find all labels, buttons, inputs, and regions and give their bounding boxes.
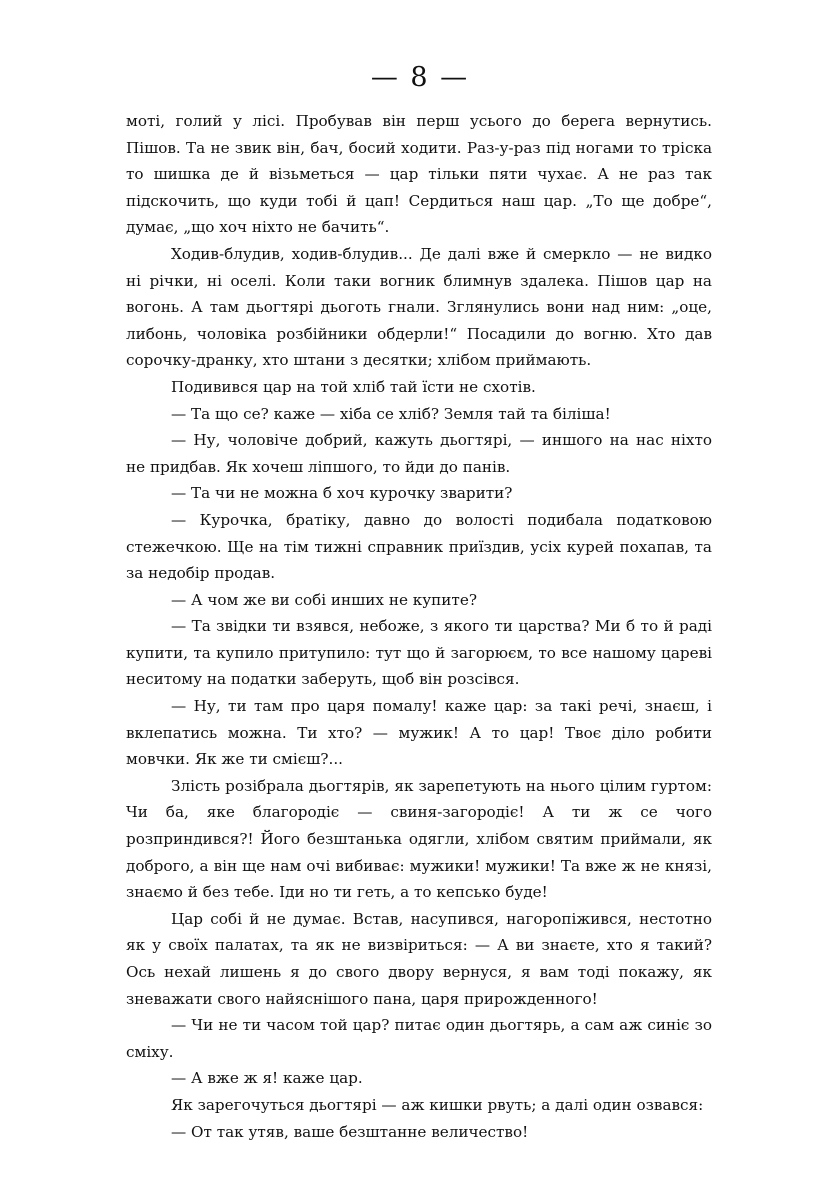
dialogue-line: — А чом же ви собі инших не купите? (171, 590, 477, 609)
paragraph: Цар собі й не думає. Встав, насупився, нагоропіжився, нестотно як у своїх палатах, та як не визвіриться: — А ви знаєте, хто я такий? Ось нехай лишень я до свого двору вернуся, я вам тоді покажу, як зневажати свого найяснішого пана, царя прирожденного! (126, 909, 712, 1008)
dialogue-line: — Та чи не можна б хоч курочку зварити? (171, 484, 513, 503)
paragraph: Подивився цар на той хліб тай їсти не схотів. (171, 377, 536, 396)
paragraph: моті, голий у лісі. Пробував він перш усього до берега вернутись. Пішов. Та не звик він, бач, босий ходити. Раз-у-раз під ногами то тріска то шишка де й візьметься — цар тільки пяти чухає. А не раз так підскочить, що куди тобі й цап! Сердиться наш цар. „То ще добре“, думає, „що хоч ніхто не бачить“. (126, 112, 712, 237)
dialogue-line: — Ну, ти там про царя помалу! каже цар: за такі речі, знаєш, і вклепатись можна. Ти хто? — мужик! А то цар! Твоє діло робити мовчки. Як же ти смієш?... (126, 697, 712, 769)
dialogue-line: — Чи не ти часом той цар? питає один дьогтярь, а сам аж синіє зо сміху. (126, 1016, 712, 1061)
dialogue-line: — Ну, чоловіче добрий, кажуть дьогтярі, — иншого на нас ніхто не придбав. Як хочеш ліпшого, то йди до панів. (126, 431, 712, 476)
dialogue-line: — От так утяв, ваше безштанне величество! (171, 1122, 529, 1141)
dialogue-line: — Та звідки ти взявся, небоже, з якого ти царства? Ми б то й раді купити, та купило притупило: тут що й загорюєм, то все нашому цареві неситому на податки заберуть, щоб він розсівся. (126, 617, 712, 689)
page-number: — 8 — (370, 62, 470, 93)
paragraph: Ходив-блудив, ходив-блудив... Де далі вже й смеркло — не видко ні річки, ні оселі. Коли таки вогник блимнув здалека. Пішов цар на вогонь. А там дьогтярі дьоготь гнали. Зглянулись вони над ним: „оце, либонь, чоловіка розбійники обдерли!“ Посадили до вогню. Хто дав сорочку-дранку, хто штани з десятки; хлібом приймають. (126, 244, 712, 370)
body-text (126, 108, 712, 1145)
paragraph: Як зарегочуться дьогтярі — аж кишки рвуть; а далі один озвався: (171, 1095, 704, 1114)
paragraph: Злість розібрала дьогтярів, як зарепетують на нього цілим гуртом: Чи ба, яке благородіє — свиня-загородіє! А ти ж се чого розприндився?! Його безштанька одягли, хлібом святим приймали, як доброго, а він ще нам очі вибиває: мужики! мужики! Та вже ж не князі, знаємо й без тебе. Іди но ти геть, а то кепсько буде! (126, 776, 712, 902)
dialogue-line: — А вже ж я! каже цар. (171, 1069, 363, 1088)
dialogue-line: — Та що се? каже — хіба се хліб? Земля тай та біліша! (171, 404, 611, 423)
dialogue-line: — Курочка, братіку, давно до волості подибала податковою стежечкою. Ще на тім тижні справник приїздив, усіх курей похапав, та за недобір продав. (126, 510, 712, 583)
